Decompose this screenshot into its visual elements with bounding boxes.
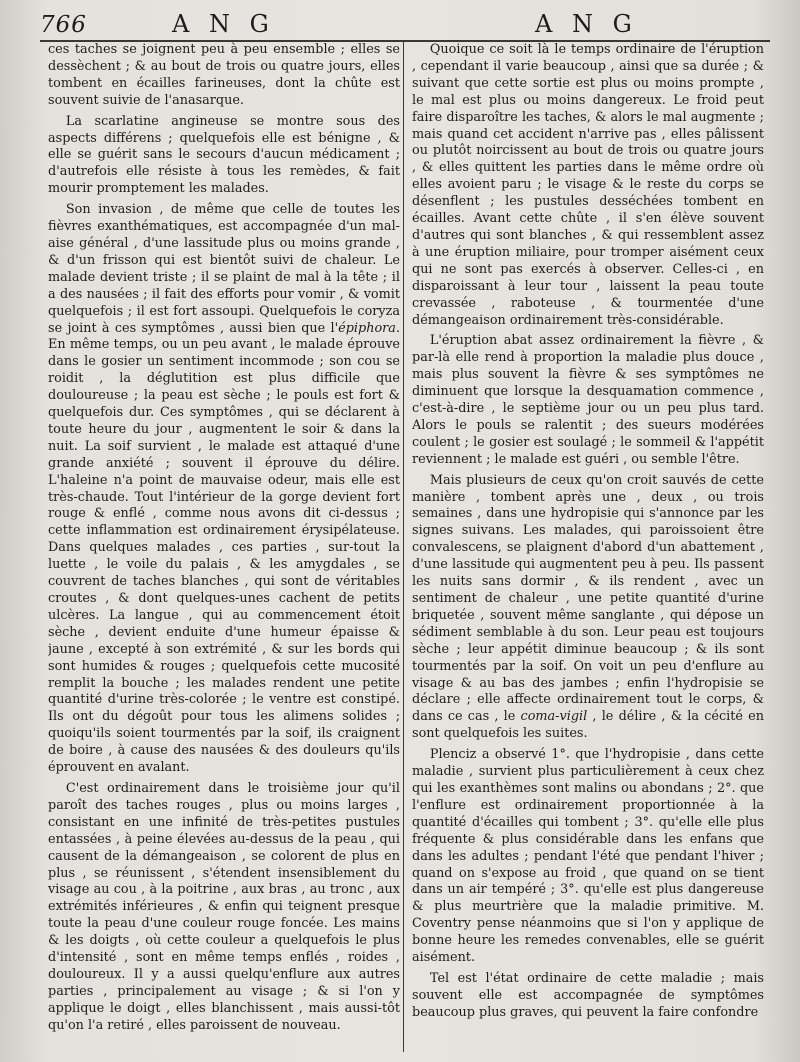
paragraph-text: Son invasion , de même que celle de toutes les fièvres exanthématiques, est accompagnée d'un mal-aise général , d'une lassitude plus ou moins grande , & d'un frisson qui est bientôt suivi de chaleur. Le malade devient triste ; il se plaint de mal à la tête ; il a des nausées ; il fait des efforts pour vomir , & vomit quelquefois ; il est fort assoupi. Quelquefois le coryza se joint à ces symptômes , aussi bien que l': [48, 202, 400, 336]
paragraph: Quoique ce soit là le temps ordinaire de l'éruption , cependant il varie beaucoup , ainsi que sa durée ; & suivant que cette sortie est plus ou moins prompte , le mal est plus ou moins dangereux. Le froid peut faire disparoître les taches, & alors le mal augmente ; mais quand cet accident n'arrive pas , elles pâlissent ou plutôt noircissent au bout de trois ou quatre jours , & elles quittent les parties dans le même ordre où elles avoient paru ; le visage & le reste du corps se désenflent ; les pustules desséchées tombent en écailles. Avant cette chûte , il s'en élève souvent d'autres qui sont blanches , & qui ressemblent assez à une éruption miliaire, pour tromper aisément ceux qui ne sont pas exercés à observer. Celles-ci , en disparoissant à leur tour , laissent la peau toute crevassée , raboteuse , & tourmentée d'une démangeaison ordinairement très-considérable.: [412, 42, 764, 328]
paragraph: Plenciz a observé 1°. que l'hydropisie , dans cette maladie , survient plus particulièrement à ceux chez qui les exanthèmes sont malins ou abondans ; 2°. que l'enflure est ordinairement proportionnée à la quantité d'écailles qui tombent ; 3°. qu'elle elle plus fréquente & plus considérable dans les enfans que dans les adultes ; pendant l'été que pendant l'hiver ; quand on s'expose au froid , que quand on se tient dans un air tempéré ; 3°. qu'elle est plus dangereuse & plus meurtrière que la maladie primitive. M. Coventry pense néanmoins que si l'on y applique de bonne heure les remedes convenables, elle se guérit aisément.: [412, 747, 764, 966]
paragraph-text: , le délire , & la cécité en sont quelquefois les suites.: [412, 709, 764, 742]
paragraph: La scarlatine angineuse se montre sous des aspects différens ; quelquefois elle est bénigne , & elle se guérit sans le secours d'aucun médicament ; d'autrefois elle résiste à tous les remèdes, & fait mourir promptement les malades.: [48, 113, 400, 197]
paragraph: C'est ordinairement dans le troisième jour qu'il paroît des taches rouges , plus ou moins larges , consistant en une infinité de très-petites pustules entassées , à peine élevées au-dessus de la peau , qui causent de la démangeaison , se colorent de plus en plus , se réunissent , s'étendent insensiblement du visage au cou , à la poitrine , aux bras , au tronc , aux extrémités inférieures , & enfin qui teignent presque toute la peau d'une couleur rouge foncée. Les mains & les doigts , où cette couleur a quelquefois le plus d'intensité , sont en même temps enflés , roides , douloureux. Il y a aussi quelqu'enflure aux autres parties , principalement au visage ; & si l'on y applique le doigt , elles blanchissent , mais aussi-tôt qu'on l'a retiré , elles paroissent de nouveau.: [48, 780, 400, 1033]
left-column: [48, 42, 400, 1054]
page-number: 766: [40, 12, 87, 38]
italic-term: épiphora: [338, 320, 396, 336]
paragraph: ces taches se joignent peu à peu ensemble ; elles se dessèchent ; & au bout de trois ou quatre jours, elles tombent en écailles farineuses, dont la chûte est souvent suivie de l'anasarque.: [48, 42, 400, 108]
left-running-head: A N G: [172, 10, 275, 38]
italic-term: coma-vigil: [520, 709, 588, 725]
paragraph: L'éruption abat assez ordinairement la fièvre , & par-là elle rend à proportion la maladie plus douce , mais plus souvent la fièvre & ses symptômes ne diminuent que lorsque la desquamation commence , c'est-à-dire , le septième jour ou un peu plus tard. Alors le pouls se ralentit ; des sueurs modérées coulent ; le gosier est soulagé ; le sommeil & l'appétit reviennent ; le malade est guéri , ou semble l'être.: [412, 333, 764, 467]
column-divider: [403, 40, 404, 1052]
paragraph-text: . En même temps, ou un peu avant , le malade éprouve dans le gosier un sentiment incommode ; son cou se roidit , la déglutition est plus difficile que douloureuse ; la peau est sèche ; le pouls est fort & quelquefois dur. Ces symptômes , qui se déclarent à toute heure du jour , augmentent le soir & dans la nuit. La soif survient , le malade est attaqué d'une grande anxiété ; souvent il éprouve du délire. L'haleine n'a point de mauvaise odeur, mais elle est très-chaude. Tout l'intérieur de la gorge devient fort rouge & enflé , comme nous avons dit ci-dessus ; cette inflammation est ordinairement érysipélateuse. Dans quelques malades , ces parties , sur-tout la luette , le voile du palais , & les amygdales , se couvrent de taches blanches , qui sont de véritables croutes , & dont quelques-unes cachent de petits ulcères. La langue , qui au commencement étoit sèche , devient enduite d'une humeur épaisse & jaune , excepté à son extrémité , & sur les bords qui sont humides & rouges ; quelquefois cette mucosité remplit la bouche ; les malades rendent une petite quantité d'urine très-colorée ; le ventre est constipé. Ils ont du dégoût pour tous les alimens solides ; quoiqu'ils soient tourmentés par la soif, ils craignent de boire , à cause des nausées & des douleurs qu'ils éprouvent en avalant.: [48, 320, 400, 776]
paragraph: [412, 473, 764, 744]
paragraph-text: Mais plusieurs de ceux qu'on croit sauvés de cette manière , tombent après une , deux , ou trois semaines , dans une hydropisie qui s'annonce par les signes suivans. Les malades, qui paroissoient être convalescens, se plaignent d'abord d'un abattement , d'une lassitude qui augmentent peu à peu. Ils passent les nuits sans dormir , & ils rendent , avec un sentiment de chaleur , une petite quantité d'urine briquetée , souvent même sanglante , qui dépose un sédiment semblable à du son. Leur peau est toujours sèche ; leur appétit diminue beaucoup ; & ils sont tourmentés par la soif. On voit un peu d'enflure au visage & au bas des jambes ; enfin l'hydropisie se déclare ; elle affecte ordinairement tout le corps, & dans ce cas , le: [412, 472, 764, 725]
right-running-head: A N G: [535, 10, 638, 38]
paragraph: Tel est l'état ordinaire de cette maladie ; mais souvent elle est accompagnée de symptômes beaucoup plus graves, qui peuvent la faire confondre: [412, 970, 764, 1020]
paragraph: [48, 202, 400, 777]
right-column: [412, 42, 764, 1054]
